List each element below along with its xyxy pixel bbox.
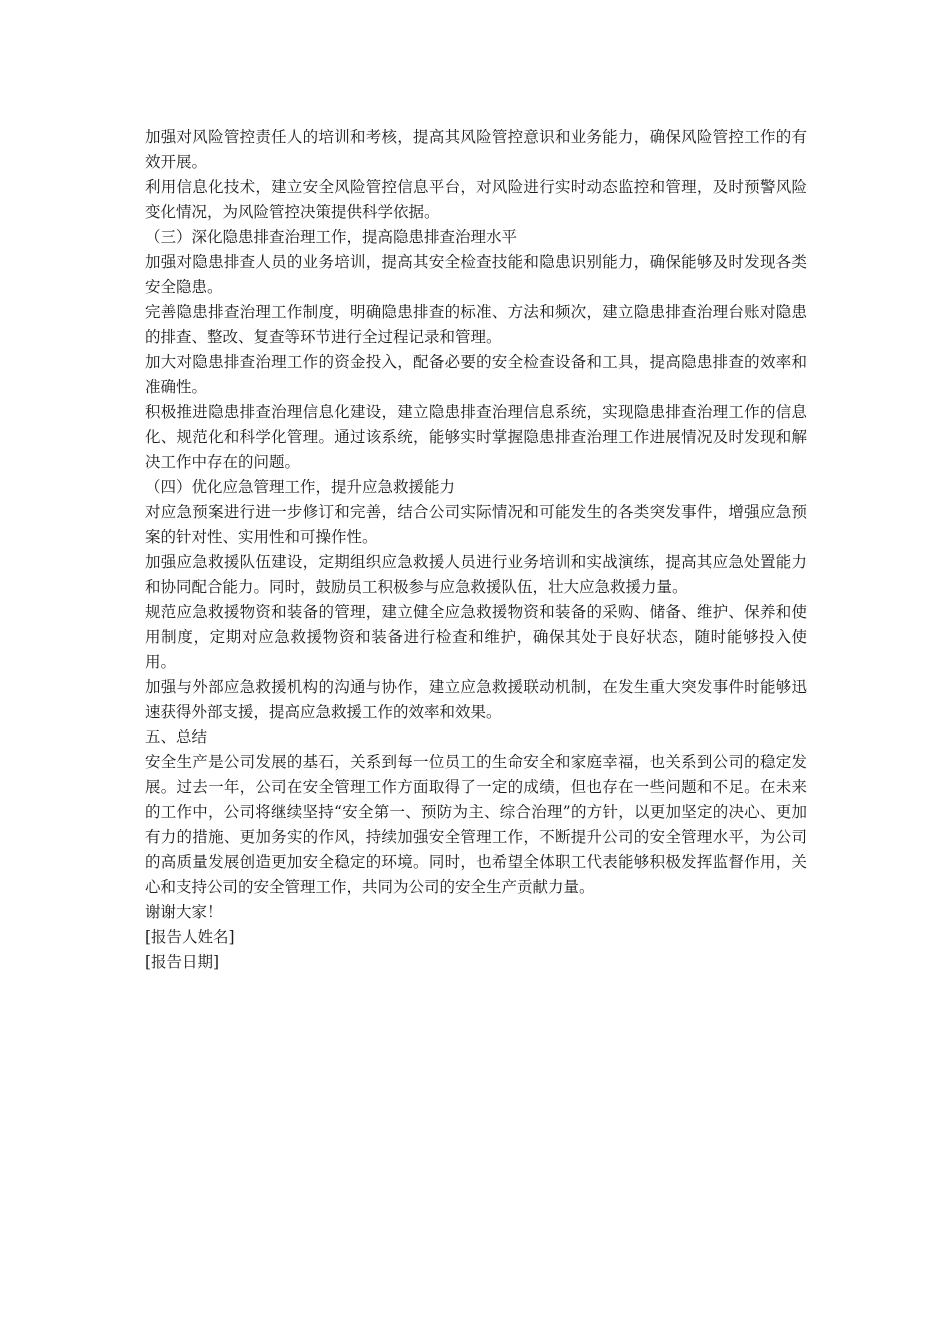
paragraph-risk-platform: 利用信息化技术，建立安全风险管控信息平台，对风险进行实时动态监控和管理，及时预警风险变化情况，为风险管控决策提供科学依据。 — [145, 178, 807, 221]
section-heading-emergency-management: （四）优化应急管理工作，提升应急救援能力 — [145, 478, 456, 496]
paragraph-emergency-cooperation: 加强与外部应急救援机构的沟通与协作，建立应急救援联动机制，在发生重大突发事件时能够迅速获得外部支援，提高应急救援工作的效率和效果。 — [145, 678, 807, 721]
paragraph-emergency-team: 加强应急救援队伍建设，定期组织应急救援人员进行业务培训和实战演练，提高其应急处置能力和协同配合能力。同时，鼓励员工积极参与应急救援队伍，壮大应急救援力量。 — [145, 553, 807, 596]
closing-report-date: [报告日期] — [145, 953, 220, 971]
paragraph-summary: 安全生产是公司发展的基石，关系到每一位员工的生命安全和家庭幸福，也关系到公司的稳定发展。过去一年，公司在安全管理工作方面取得了一定的成绩，但也存在一些问题和不足。在未来的工作中，公司将继续坚持“安全第一、预防为主、综合治理”的方针，以更加坚定的决心、更加有力的措施、更加务实的作风，持续加强安全管理工作，不断提升公司的安全管理水平，为公司的高质量发展创造更加安全稳定的环境。同时，也希望全体职工代表能够积极发挥监督作用，关心和支持公司的安全管理工作，共同为公司的安全生产贡献力量。 — [145, 753, 807, 896]
paragraph-hazard-system: 完善隐患排查治理工作制度，明确隐患排查的标准、方法和频次，建立隐患排查治理台账对隐患的排查、整改、复查等环节进行全过程记录和管理。 — [145, 303, 807, 346]
paragraph-hazard-informatization: 积极推进隐患排查治理信息化建设，建立隐患排查治理信息系统，实现隐患排查治理工作的信息化、规范化和科学化管理。通过该系统，能够实时掌握隐患排查治理工作进展情况及时发现和解决工作中存在的问题。 — [145, 403, 807, 471]
paragraph-hazard-funding: 加大对隐患排查治理工作的资金投入，配备必要的安全检查设备和工具，提高隐患排查的效率和准确性。 — [145, 353, 807, 396]
paragraph-emergency-plan: 对应急预案进行进一步修订和完善，结合公司实际情况和可能发生的各类突发事件，增强应急预案的针对性、实用性和可操作性。 — [145, 503, 807, 546]
section-heading-summary: 五、总结 — [145, 728, 208, 746]
closing-thanks: 谢谢大家！ — [145, 903, 223, 921]
document-page — [145, 125, 807, 975]
section-heading-hazard-inspection: （三）深化隐患排查治理工作，提高隐患排查治理水平 — [145, 228, 518, 246]
paragraph-emergency-supplies: 规范应急救援物资和装备的管理，建立健全应急救援物资和装备的采购、储备、维护、保养和使用制度，定期对应急救援物资和装备进行检查和维护，确保其处于良好状态，随时能够投入使用。 — [145, 603, 807, 671]
closing-reporter-name: [报告人姓名] — [145, 928, 235, 946]
paragraph-risk-training: 加强对风险管控责任人的培训和考核，提高其风险管控意识和业务能力，确保风险管控工作的有效开展。 — [145, 128, 807, 171]
paragraph-hazard-training: 加强对隐患排查人员的业务培训，提高其安全检查技能和隐患识别能力，确保能够及时发现各类安全隐患。 — [145, 253, 807, 296]
